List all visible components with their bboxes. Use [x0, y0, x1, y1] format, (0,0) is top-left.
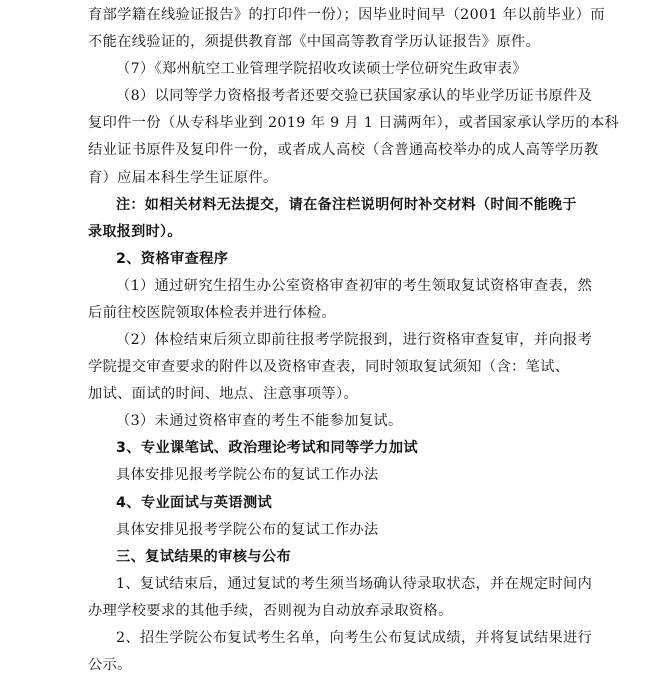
body-text-line: 办理学校要求的其他手续，否则视为自动放弃录取资格。	[88, 602, 453, 619]
body-text-line: 育部学籍在线验证报告》的打印件一份）；因毕业时间早（2001 年以前毕业）而	[88, 7, 605, 23]
body-text-line: 公示。	[88, 657, 132, 673]
section-heading: 4、专业面试与英语测试	[116, 494, 273, 511]
body-text-line: 加试、面试的时间、地点、注意事项等）。	[88, 386, 359, 403]
list-item-2: 2、招生学院公布复试考生名单，向考生公布复试成绩，并将复试结果进行	[116, 629, 593, 646]
body-text-line: 不能在线验证的，须提供教育部《中国高等教育学历认证报告》原件。	[88, 34, 541, 51]
list-item-3: （3）未通过资格审查的考生不能参加复试。	[116, 413, 403, 430]
list-item-1: （1）通过研究生招生办公室资格审查初审的考生领取复试资格审查表，然	[116, 277, 593, 294]
body-text-line: 复印件一份（从专科毕业到 2019 年 9 月 1 日满两年），或者国家承认学历的本科	[88, 115, 620, 132]
section-heading: 3、专业课笔试、政治理论考试和同等学力加试	[116, 440, 419, 457]
list-item-7: （7）《郑州航空工业管理学院招收攻读硕士学位研究生政审表》	[116, 61, 527, 78]
body-text-line: 结业证书原件及复印件一份，或者成人高校（含普通高校举办的成人高等学历教	[88, 142, 599, 159]
body-text-line: 具体安排见报考学院公布的复试工作办法	[116, 521, 379, 538]
body-text-line: 学院提交审查要求的附件以及资格审查表，同时领取复试须知（含：笔试、	[88, 359, 570, 376]
chapter-heading: 三、复试结果的审核与公布	[116, 548, 292, 565]
list-item-1: 1、复试结束后，通过复试的考生须当场确认待录取状态，并在规定时间内	[116, 575, 593, 592]
list-item-2: （2）体检结束后须立即前往报考学院报到，进行资格审查复审，并向报考	[116, 332, 593, 348]
body-text-line: 育）应届本科生学生证原件。	[88, 169, 278, 186]
body-text-line: 具体安排见报考学院公布的复试工作办法	[116, 467, 379, 484]
body-text-line: 后前往校医院领取体检表并进行体检。	[88, 304, 336, 321]
section-heading: 2、资格审查程序	[116, 250, 229, 267]
note-text: 注：如相关材料无法提交，请在备注栏说明何时补交材料（时间不能晚于	[116, 196, 577, 213]
list-item-8: （8）以同等学力资格报考者还要交验已获国家承认的毕业学历证书原件及	[116, 88, 593, 105]
note-text: 录取报到时）。	[88, 223, 182, 240]
